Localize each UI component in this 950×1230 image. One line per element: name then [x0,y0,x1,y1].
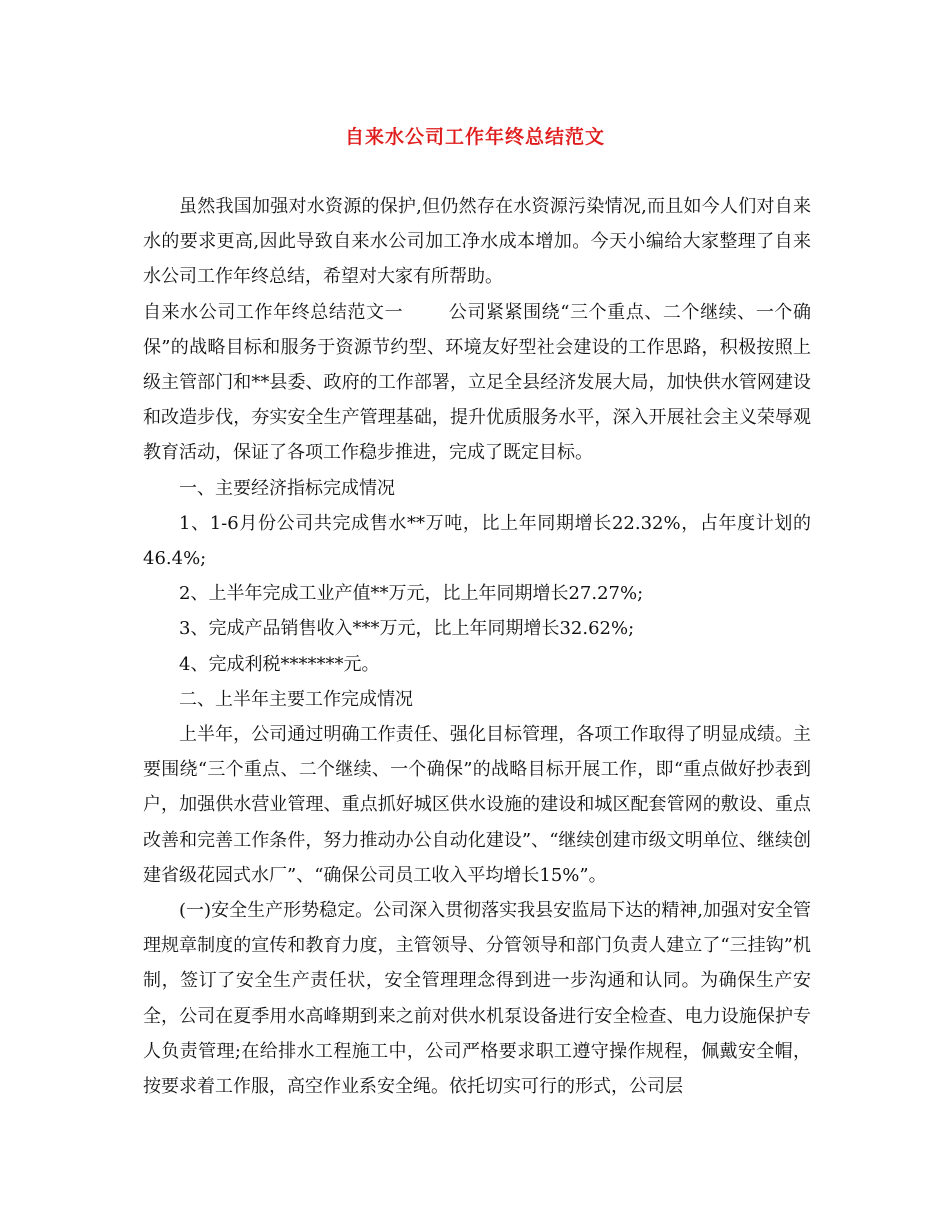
section-one-body: 公司紧紧围绕“三个重点、二个继续、一个确保”的战略目标和服务于资源节约型、环境友好型社会建设的工作思路，积极按照上级主管部门和**县委、政府的工作部署，立足全县经济发展大局，加快供水管网建设和改造步伐，夯实安全生产管理基础，提升优质服务水平，深入开展社会主义荣辱观教育活动，保证了各项工作稳步推进，完成了既定目标。 [143,301,812,464]
indicator-item-2: 2、上半年完成工业产值**万元，比上年同期增长27.27%; [179,583,644,605]
document-title: 自来水公司工作年终总结范文 [344,126,605,148]
safety-paragraph: (一)安全生产形势稳定。公司深入贯彻落实我县安监局下达的精神,加强对安全管理规章制度的宣传和教育力度，主管领导、分管领导和部门负责人建立了“三挂钩”机制，签订了安全生产责任状，安全管理理念得到进一步沟通和认同。为确保生产安全，公司在夏季用水高峰期到来之前对供水机泵设备进行安全检查、电力设施保护专人负责管理;在给排水工程施工中，公司严格要求职工遵守操作规程，佩戴安全帽，按要求着工作服，高空作业系安全绳。依托切实可行的形式，公司层 [143,900,811,1098]
indicator-item-1: 1、1-6月份公司共完成售水**万吨，比上年同期增长22.32%，占年度计划的46.4%; [143,512,811,570]
intro-paragraph: 虽然我国加强对水资源的保护,但仍然存在水资源污染情况,而且如今人们对自来水的要求更高,因此导致自来水公司加工净水成本增加。今天小编给大家整理了自来水公司工作年终总结，希望对大家有所帮助。 [143,196,811,288]
indicator-item-4: 4、完成利税*******元。 [179,653,380,675]
section-gap [403,302,448,323]
section-one-paragraph [143,295,811,471]
heading-work-completion: 二、上半年主要工作完成情况 [179,688,413,710]
heading-economic-indicators: 一、主要经济指标完成情况 [179,477,395,499]
section-one-title: 自来水公司工作年终总结范文一 [143,301,404,323]
work-summary-paragraph: 上半年，公司通过明确工作责任、强化目标管理，各项工作取得了明显成绩。主要围绕“三个重点、二个继续、一个确保”的战略目标开展工作，即“重点做好抄表到户，加强供水营业管理、重点抓好城区供水设施的建设和城区配套管网的敷设、重点改善和完善工作条件，努力推动办公自动化建设”、“继续创建市级文明单位、继续创建省级花园式水厂”、“确保公司员工收入平均增长15%”。 [143,724,811,886]
indicator-item-3: 3、完成产品销售收入***万元，比上年同期增长32.62%; [179,618,635,640]
document-body [143,189,811,1104]
